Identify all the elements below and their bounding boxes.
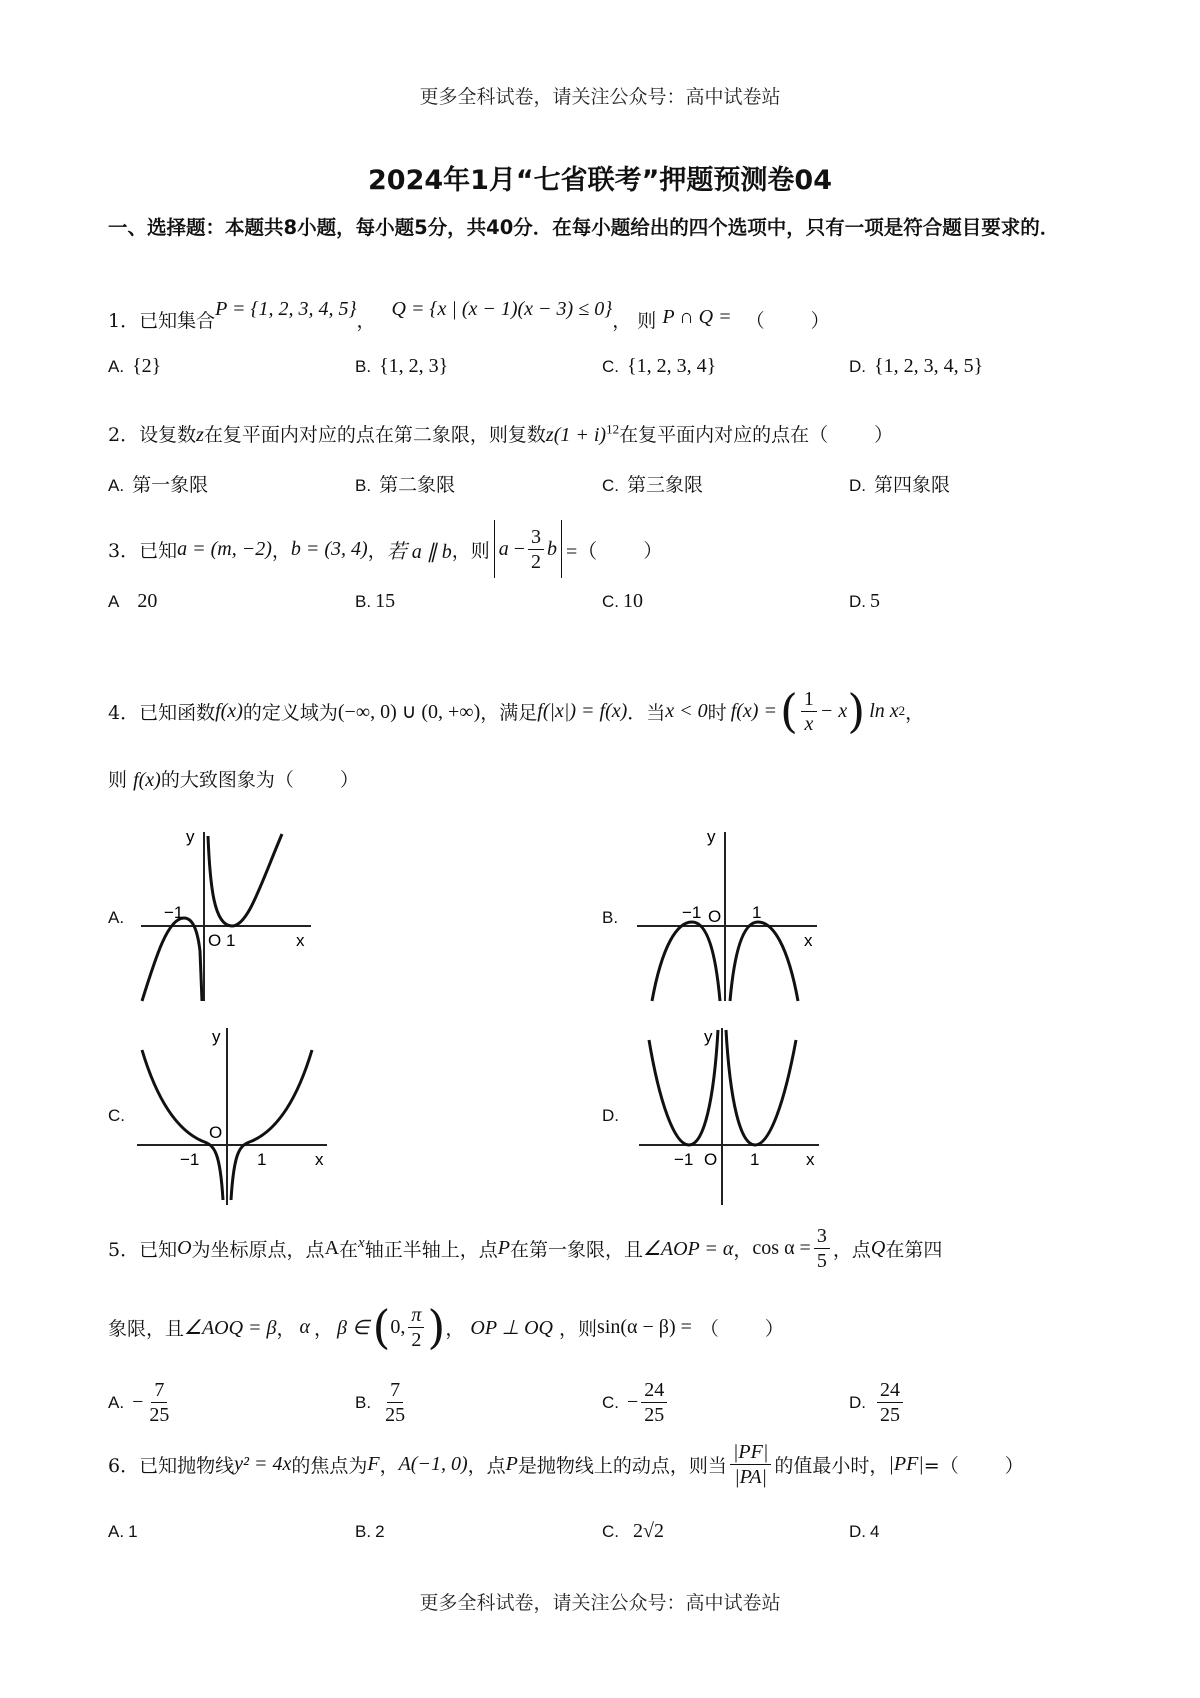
svg-text:1: 1 — [257, 1150, 267, 1169]
svg-text:1: 1 — [226, 931, 236, 950]
set-p: P = {1, 2, 3, 4, 5} — [215, 298, 357, 320]
svg-text:y: y — [212, 1027, 221, 1046]
svg-text:−1: −1 — [682, 903, 702, 922]
svg-text:x: x — [806, 1150, 815, 1169]
svg-text:−1: −1 — [180, 1150, 200, 1169]
q3-option-d: D. 5 — [849, 590, 880, 612]
q2-option-c: C. 第三象限 — [602, 474, 704, 496]
q5-option-a: A. − $\frac{7}{25}$ — [108, 1379, 170, 1426]
q4-option-c-label: C. — [108, 1106, 125, 1125]
q1-option-b: B. {1, 2, 3} — [355, 355, 449, 377]
q5-option-b: B. $\frac{7}{25}$ — [355, 1379, 406, 1426]
q3-option-a: A 20 — [108, 590, 158, 612]
question-1: 1．已知集合P = {1, 2, 3, 4, 5}， Q = {x | (x − 1)(x − 3) ≤ 0}， 则 P ∩ Q = （ ） — [108, 298, 830, 332]
question-4: 4．已知函数 f(x) 的定义域为 (−∞, 0) ∪ (0, +∞) ， 满足 f(|x|) = f(x) ． 当 x < 0 时 f(x) = ( $\frac{1}{x}$ − x ) ln x 2 ， — [108, 684, 925, 738]
even-condition: f(|x|) = f(x) — [537, 699, 628, 722]
q6-option-b: B. 2 — [355, 1522, 385, 1541]
vector-magnitude-expr: a − $\frac{3}{2}$ b — [494, 520, 562, 578]
angle-aoq: ∠AOQ = β — [184, 1316, 277, 1339]
svg-text:−1: −1 — [164, 903, 184, 922]
question-5: 5．已知 O 为坐标原点，点 A 在 x 轴正半轴上，点 P 在第一象限，且 ∠AOP = α ， cos α = $\frac{3}{5}$ ， 点 Q 在第四 — [108, 1225, 943, 1272]
q6-option-c: C. 2√2 — [602, 1520, 664, 1542]
vector-a: a = (m, −2) — [177, 537, 272, 560]
question-6: 6．已知抛物线 y² = 4x 的焦点为 F ， A(−1, 0) ， 点 P 是抛物线上的动点，则当 $\frac{|PF|}{|PA|}$ 的值最小时， |PF| =（ ） — [108, 1441, 1024, 1488]
q2-option-b: B. 第二象限 — [355, 474, 456, 496]
svg-text:1: 1 — [752, 903, 762, 922]
domain-expr: (−∞, 0) ∪ (0, +∞) — [337, 700, 481, 723]
complex-expr: z(1 + i) — [545, 424, 607, 446]
svg-text:y: y — [707, 827, 716, 846]
q4-graph-a — [136, 826, 316, 1006]
page-title: 2024年1月“七省联考”押题预测卷04 — [368, 165, 832, 196]
q3-option-c: C. 10 — [602, 590, 643, 612]
svg-text:O: O — [209, 1123, 223, 1142]
svg-text:O: O — [704, 1150, 718, 1169]
q5-option-d: D. $\frac{24}{25}$ — [849, 1378, 906, 1427]
section-heading: 一、选择题：本题共8小题，每小题5分，共40分．在每小题给出的四个选项中，只有一项是符合题目要求的． — [108, 216, 1060, 239]
svg-text:x: x — [804, 931, 813, 950]
svg-text:y: y — [186, 827, 195, 846]
svg-text:−1: −1 — [674, 1150, 694, 1169]
header-banner: 更多全科试卷，请关注公众号：高中试卷站 — [419, 86, 781, 108]
q4-option-b-label: B. — [602, 908, 619, 927]
question-2: 2．设复数z在复平面内对应的点在第二象限，则复数$z(1 + i)^{12}$在复平面内对应的点在（ ） — [108, 421, 894, 446]
svg-text:y: y — [704, 1027, 713, 1046]
question-3: 3．已知 a = (m, −2) ， b = (3, 4) ， 若 a ∥ b ， 则 a − $\frac{3}{2}$ b =（ ） — [108, 520, 662, 578]
svg-text:O: O — [208, 931, 222, 950]
q1-option-d: D. {1, 2, 3, 4, 5} — [849, 355, 984, 377]
perpendicular-expr: OP ⊥ OQ — [470, 1316, 553, 1339]
vector-b: b = (3, 4) — [290, 537, 368, 560]
q4-graph-c — [132, 1020, 332, 1210]
svg-text:x: x — [315, 1150, 324, 1169]
question-4-line-2: 则 f(x)的大致图象为（ ） — [108, 769, 359, 791]
q2-option-d: D. 第四象限 — [849, 474, 951, 496]
angle-aop: ∠AOP = α — [642, 1238, 734, 1260]
svg-text:x: x — [296, 931, 305, 950]
footer-banner: 更多全科试卷，请关注公众号：高中试卷站 — [419, 1592, 781, 1614]
svg-text:1: 1 — [750, 1150, 760, 1169]
q4-option-d-label: D. — [602, 1106, 619, 1125]
q6-option-d: D. 4 — [849, 1522, 880, 1541]
q4-graph-d — [634, 1020, 824, 1210]
q2-option-a: A. 第一象限 — [108, 474, 209, 496]
question-5-line-2: 象限，且 ∠AOQ = β ， α ， β ∈ ( 0, $\frac{\pi}{2}$ ) ， OP ⊥ OQ ， 则 sin(α − β) = （ ） — [108, 1300, 784, 1354]
q3-option-b: B. 15 — [355, 590, 396, 612]
svg-text:O: O — [708, 907, 722, 926]
q1-option-c: C. {1, 2, 3, 4} — [602, 355, 717, 377]
parabola-expr: y² = 4x — [234, 1453, 292, 1475]
set-q: Q = {x | (x − 1)(x − 3) ≤ 0} — [391, 298, 613, 320]
q1-option-a: A. {2} — [108, 355, 162, 377]
q6-option-a: A. 1 — [108, 1522, 138, 1541]
q4-graph-b — [632, 826, 822, 1006]
q5-option-c: C. − $\frac{24}{25}$ — [602, 1378, 670, 1427]
q4-option-a-label: A. — [108, 908, 125, 927]
intersection-expr: P ∩ Q = — [662, 306, 732, 328]
